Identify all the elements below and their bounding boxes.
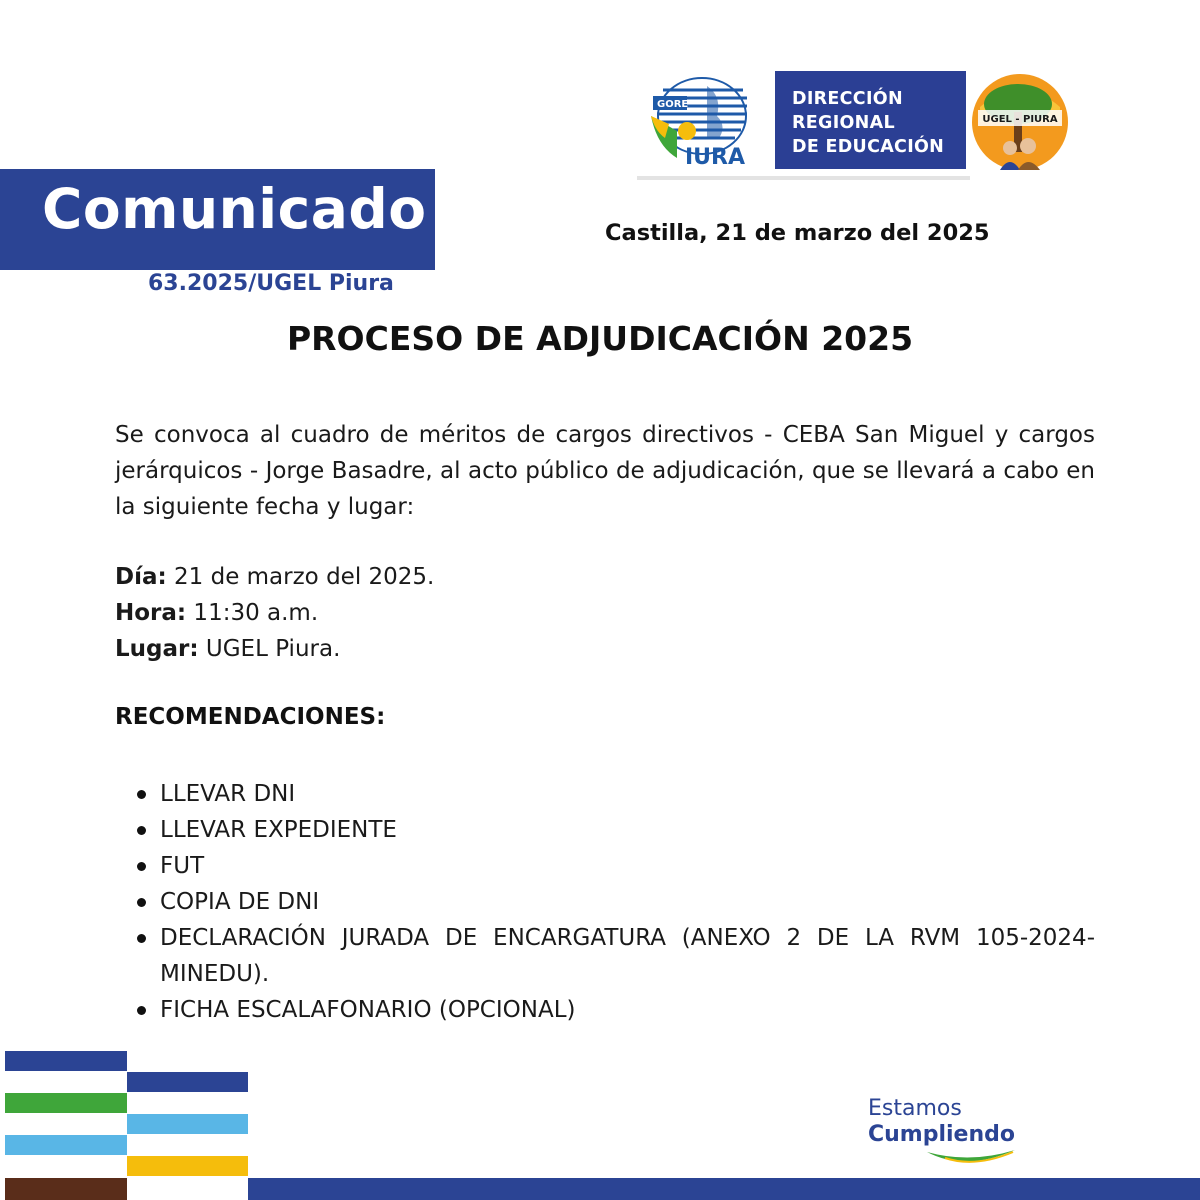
svg-text:IURA: IURA <box>685 145 746 166</box>
bullet-icon <box>137 1006 146 1015</box>
detail-hour <box>115 595 434 631</box>
stripe-blue-2 <box>127 1072 248 1092</box>
dre-line-1: DIRECCIÓN <box>792 89 903 109</box>
list-item <box>115 920 1095 992</box>
slogan <box>868 1096 1015 1148</box>
stripe-brown <box>5 1178 127 1200</box>
list-item <box>115 884 1095 920</box>
detail-hour-label: Hora: <box>115 600 187 626</box>
logo-underline <box>637 176 970 180</box>
detail-place-value: UGEL Piura. <box>198 636 341 662</box>
detail-day-label: Día: <box>115 564 167 590</box>
detail-place <box>115 631 434 667</box>
slogan-line-1: Estamos <box>868 1096 962 1121</box>
dre-logo-box <box>775 71 966 169</box>
slogan-line-2: Cumpliendo <box>868 1122 1016 1147</box>
list-item <box>115 992 1095 1028</box>
list-item-text: FUT <box>160 853 205 879</box>
bullet-icon <box>137 898 146 907</box>
svg-text:UGEL - PIURA: UGEL - PIURA <box>982 114 1058 125</box>
stripe-lightblue-1 <box>127 1114 248 1134</box>
bullet-icon <box>137 862 146 871</box>
bullet-icon <box>137 790 146 799</box>
detail-place-label: Lugar: <box>115 636 199 662</box>
detail-hour-value: 11:30 a.m. <box>186 600 319 626</box>
event-details <box>115 559 434 667</box>
list-item <box>115 776 1095 812</box>
list-item <box>115 848 1095 884</box>
list-item-text: COPIA DE DNI <box>160 889 320 915</box>
recommendations-title: RECOMENDACIONES: <box>115 704 386 730</box>
detail-day <box>115 559 434 595</box>
stripe-yellow <box>127 1156 248 1176</box>
list-item <box>115 812 1095 848</box>
stripe-lightblue-2 <box>5 1135 127 1155</box>
stripe-green <box>5 1093 127 1113</box>
date-line: Castilla, 21 de marzo del 2025 <box>605 220 990 246</box>
dre-line-3: DE EDUCACIÓN <box>792 137 945 157</box>
ugel-piura-logo <box>970 72 1070 172</box>
list-item-text: FICHA ESCALAFONARIO (OPCIONAL) <box>160 997 576 1023</box>
list-item-text: LLEVAR DNI <box>160 781 296 807</box>
list-item-text: DECLARACIÓN JURADA DE ENCARGATURA (ANEXO 2 DE LA RVM 105-2024-MINEDU). <box>160 925 1095 987</box>
list-item-text: LLEVAR EXPEDIENTE <box>160 817 397 843</box>
page-title: PROCESO DE ADJUDICACIÓN 2025 <box>286 319 914 358</box>
stripe-blue-1 <box>5 1051 127 1071</box>
document-code: 63.2025/UGEL Piura <box>148 271 394 296</box>
detail-day-value: 21 de marzo del 2025. <box>166 564 435 590</box>
svg-text:GORE: GORE <box>657 99 689 110</box>
dre-line-2: REGIONAL <box>792 113 895 133</box>
recommendations-list <box>115 776 1095 1028</box>
banner-title: Comunicado <box>42 177 427 241</box>
intro-paragraph: Se convoca al cuadro de méritos de cargos directivos - CEBA San Miguel y cargos jerárquicos - Jorge Basadre, al acto público de adjudicación, que se llevará a cabo en la siguiente fecha y lugar: <box>115 422 1095 520</box>
footer-bar <box>248 1178 1200 1200</box>
swoosh-icon <box>925 1146 1017 1170</box>
comunicado-banner <box>0 169 435 270</box>
bullet-icon <box>137 826 146 835</box>
gore-piura-logo <box>647 76 769 166</box>
header-logos <box>637 68 972 180</box>
bullet-icon <box>137 934 146 943</box>
